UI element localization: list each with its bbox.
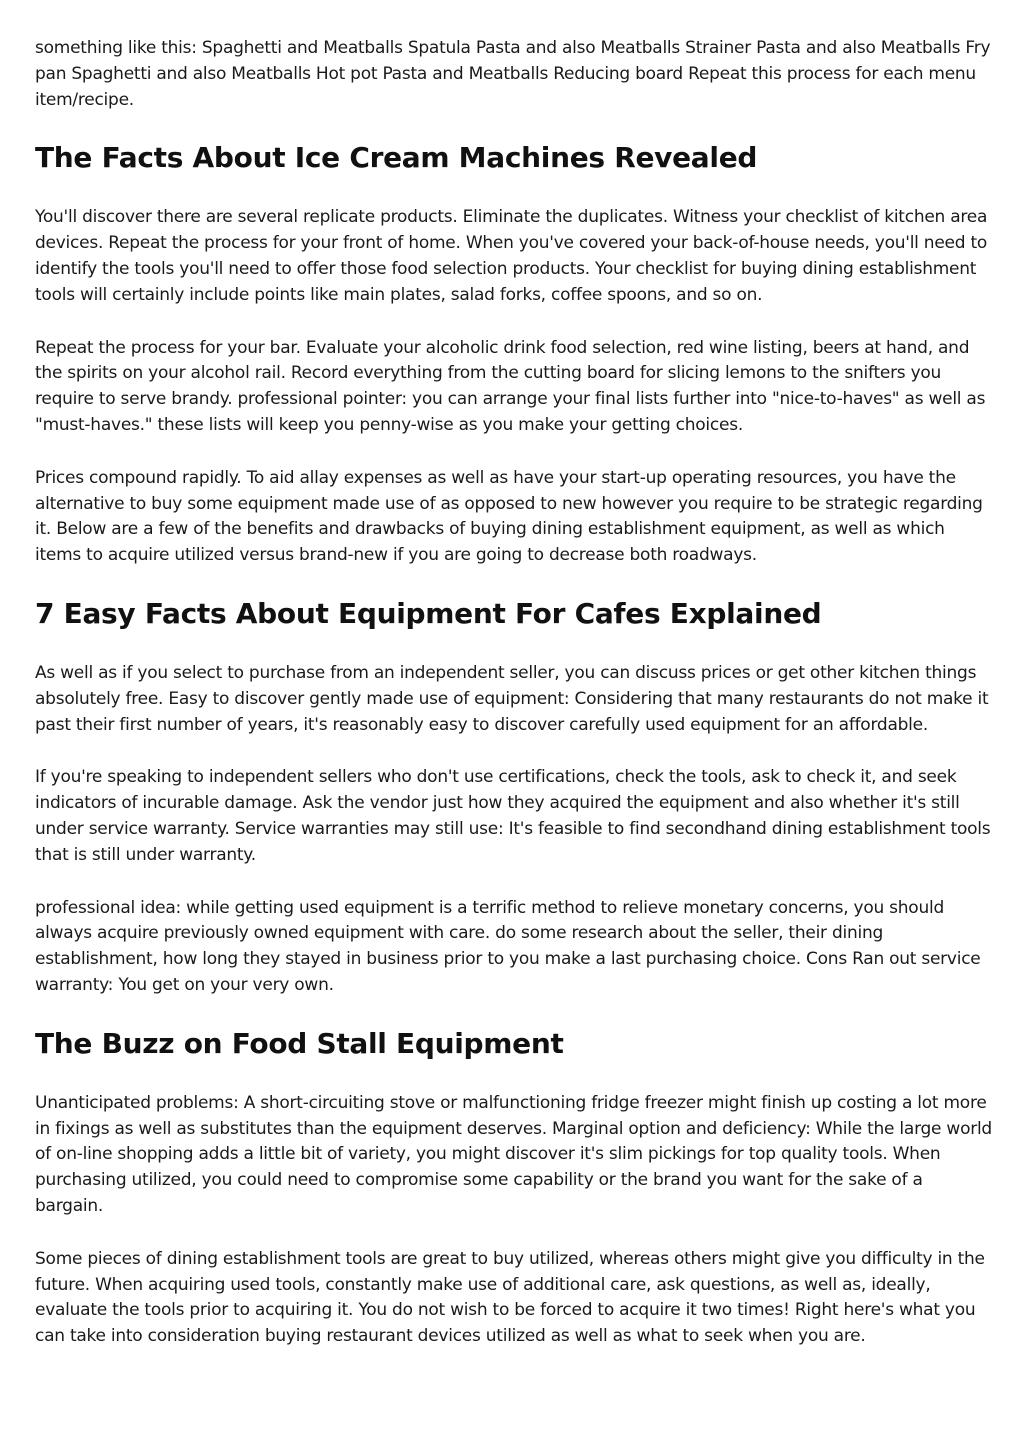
paragraph: Some pieces of dining establishment tools are great to buy utilized, whereas others might give you difficulty in the future. When acquiring used tools, constantly make use of additional care, ask questions, as well as, ideally, evaluate the tools prior to acquiring it. You do not wish to be forced to acquire it two times! Right here's what you can take into consideration buying restaurant devices utilized as well as what to seek when you are.: [35, 1248, 985, 1347]
paragraph: You'll discover there are several replicate products. Eliminate the duplicates. Witness your checklist of kitchen area devices. Repeat the process for your front of home. When you've covered your back-of-house needs, you'll need to identify the tools you'll need to offer those food selection products. Your checklist for buying dining establishment tools will certainly include points like main plates, salad forks, coffee spoons, and so on.: [35, 207, 988, 305]
paragraph: Prices compound rapidly. To aid allay expenses as well as have your start-up operating resources, you have the alternative to buy some equipment made use of as opposed to new however you require to be strategic regarding it. Below are a few of the benefits and drawbacks of buying dining establishment equipment, as well as which items to acquire utilized versus brand-new if you are going to decrease both roadways.: [35, 467, 983, 566]
section-heading: The Facts About Ice Cream Machines Revealed: [35, 141, 758, 175]
section-heading: 7 Easy Facts About Equipment For Cafes Explained: [35, 596, 822, 630]
paragraph: Unanticipated problems: A short-circuiting stove or malfunctioning fridge freezer might finish up costing a lot more in fixings as well as substitutes than the equipment deserves. Marginal option and deficiency: While the large world of on-line shopping adds a little bit of variety, you might discover it's slim pickings for top quality tools. When purchasing utilized, you could need to compromise some capability or the brand you want for the sake of a bargain.: [35, 1092, 992, 1216]
paragraph: professional idea: while getting used equipment is a terrific method to relieve monetary concerns, you should always acquire previously owned equipment with care. do some research about the seller, their dining establishment, how long they stayed in business prior to you make a last purchasing choice. Cons Ran out service warranty: You get on your very own.: [35, 897, 981, 995]
article: [35, 36, 995, 1377]
section-heading: The Buzz on Food Stall Equipment: [35, 1026, 564, 1060]
paragraph: If you're speaking to independent sellers who don't use certifications, check the tools, ask to check it, and seek indicators of incurable damage. Ask the vendor just how they acquired the equipment and also whether it's still under service warranty. Service warranties may still use: It's feasible to find secondhand dining establishment tools that is still under warranty.: [35, 767, 991, 865]
paragraph: Repeat the process for your bar. Evaluate your alcoholic drink food selection, red wine listing, beers at hand, and the spirits on your alcohol rail. Record everything from the cutting board for slicing lemons to the snifters you require to serve brandy. professional pointer: you can arrange your final lists further into "nice-to-haves" as well as "must-haves." these lists will keep you penny-wise as you make your getting choices.: [35, 337, 986, 435]
paragraph: As well as if you select to purchase from an independent seller, you can discuss prices or get other kitchen things absolutely free. Easy to discover gently made use of equipment: Considering that many restaurants do not make it past their first number of years, it's reasonably easy to discover carefully used equipment for an affordable.: [35, 662, 989, 735]
section-ice-cream-machines: [35, 140, 995, 569]
intro-paragraph: something like this: Spaghetti and Meatballs Spatula Pasta and also Meatballs Strainer Pasta and also Meatballs Fry pan Spaghetti and also Meatballs Hot pot Pasta and Meatballs Reducing board Repeat this process for each menu item/recipe.: [35, 38, 991, 110]
section-food-stall-equipment: [35, 1026, 995, 1350]
section-equipment-for-cafes: [35, 596, 995, 999]
